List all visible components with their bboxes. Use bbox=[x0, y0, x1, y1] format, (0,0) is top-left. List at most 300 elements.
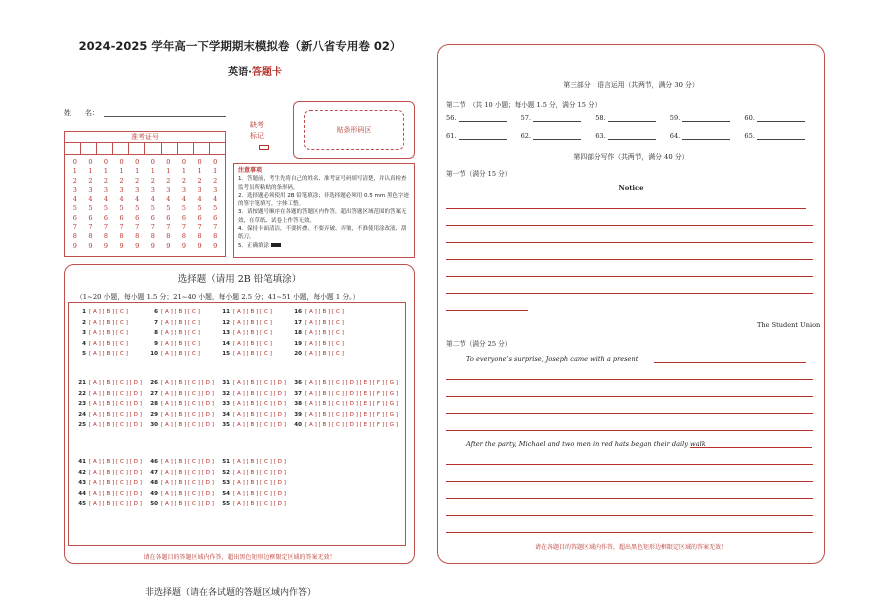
digit-bubble[interactable]: 8 bbox=[135, 232, 140, 241]
paper-title: 2024-2025 学年高一下学期期末模拟卷（新八省专用卷 02） bbox=[78, 39, 402, 53]
blank-field[interactable] bbox=[459, 133, 507, 140]
question-number: 13 bbox=[222, 330, 230, 336]
digit-bubble[interactable]: 7 bbox=[72, 223, 77, 232]
digit-bubble[interactable]: 4 bbox=[150, 195, 155, 204]
answer-options[interactable]: [ A ] [ B ] [ C ] [ D ] [ E ] [ F ] [ G ] bbox=[305, 411, 399, 418]
answer-options[interactable]: [ A ] [ B ] [ C ] [ D ] bbox=[233, 459, 286, 465]
question-55[interactable] bbox=[221, 501, 286, 507]
question-number: 12 bbox=[222, 319, 230, 326]
answer-options[interactable]: [ A ] [ B ] [ C ] [ D ] [ E ] [ F ] [ G ] bbox=[305, 390, 399, 397]
digit-bubble[interactable]: 6 bbox=[72, 213, 77, 222]
digit-bubble[interactable]: 3 bbox=[88, 185, 93, 194]
digit-bubble[interactable]: 0 bbox=[119, 158, 124, 166]
question-22[interactable] bbox=[77, 391, 142, 397]
digit-bubble[interactable]: 6 bbox=[181, 213, 187, 222]
question-number: 24 bbox=[78, 411, 86, 418]
digit-bubble[interactable]: 3 bbox=[150, 185, 155, 194]
answer-options[interactable]: [ A ] [ B ] [ C ] bbox=[305, 319, 344, 326]
digit-bubble[interactable]: 0 bbox=[150, 158, 155, 166]
answer-options[interactable]: [ A ] [ B ] [ C ] [ D ] bbox=[161, 469, 214, 476]
question-28[interactable] bbox=[149, 401, 214, 407]
answer-options[interactable]: [ A ] [ B ] [ C ] bbox=[305, 351, 344, 357]
question-number: 2 bbox=[82, 319, 86, 326]
digit-bubble[interactable]: 7 bbox=[135, 223, 140, 232]
digit-bubble[interactable]: 0 bbox=[135, 158, 140, 166]
digit-bubble[interactable]: 4 bbox=[72, 195, 77, 204]
digit-bubble[interactable]: 8 bbox=[72, 232, 77, 241]
digit-column[interactable] bbox=[129, 158, 145, 251]
digit-bubble[interactable]: 9 bbox=[213, 241, 218, 250]
question-number: 50 bbox=[150, 501, 158, 507]
answer-options[interactable]: [ A ] [ B ] [ C ] [ D ] bbox=[233, 422, 286, 428]
question-27[interactable] bbox=[149, 391, 214, 397]
answer-options[interactable]: [ A ] [ B ] [ C ] bbox=[305, 309, 344, 315]
answer-options[interactable]: [ A ] [ B ] [ C ] [ D ] bbox=[233, 411, 286, 418]
digit-bubble[interactable]: 3 bbox=[72, 185, 77, 194]
digit-bubble[interactable]: 0 bbox=[72, 158, 77, 166]
digit-bubble[interactable]: 1 bbox=[197, 167, 202, 176]
digit-bubble[interactable]: 4 bbox=[119, 195, 124, 204]
question-48[interactable] bbox=[149, 480, 214, 486]
answer-options[interactable]: [ A ] [ B ] [ C ] [ D ] bbox=[161, 411, 214, 418]
answer-bubble-grid bbox=[68, 302, 406, 546]
question-1[interactable] bbox=[77, 309, 128, 315]
blank-field[interactable] bbox=[757, 115, 805, 122]
digit-bubble[interactable]: 3 bbox=[119, 185, 124, 194]
digit-bubble[interactable]: 9 bbox=[150, 241, 155, 250]
digit-bubble[interactable]: 1 bbox=[181, 167, 187, 176]
digit-bubble[interactable]: 1 bbox=[135, 167, 140, 176]
digit-bubble[interactable]: 2 bbox=[166, 176, 171, 185]
answer-options[interactable]: [ A ] [ B ] [ C ] bbox=[161, 340, 200, 347]
digit-bubble[interactable]: 9 bbox=[166, 241, 171, 250]
answer-options[interactable]: [ A ] [ B ] [ C ] [ D ] bbox=[161, 501, 214, 507]
writing-line[interactable] bbox=[446, 276, 813, 277]
digit-bubble[interactable]: 6 bbox=[135, 213, 140, 222]
exam-number-bubbles[interactable] bbox=[65, 155, 225, 251]
blank-label: 63. bbox=[595, 132, 608, 140]
writing-line[interactable] bbox=[446, 464, 813, 465]
digit-bubble[interactable]: 9 bbox=[197, 241, 202, 250]
answer-options[interactable]: [ A ] [ B ] [ C ] bbox=[233, 340, 272, 347]
question-14[interactable] bbox=[221, 341, 272, 347]
digit-bubble[interactable]: 3 bbox=[197, 185, 202, 194]
question-8[interactable] bbox=[149, 330, 200, 336]
digit-bubble[interactable]: 5 bbox=[213, 204, 218, 213]
answer-options[interactable]: [ A ] [ B ] [ C ] [ D ] bbox=[233, 490, 286, 497]
digit-bubble[interactable]: 8 bbox=[119, 232, 124, 241]
question-number: 29 bbox=[150, 411, 158, 418]
digit-bubble[interactable]: 6 bbox=[150, 213, 155, 222]
answer-options[interactable]: [ A ] [ B ] [ C ] bbox=[89, 319, 128, 326]
answer-options[interactable]: [ A ] [ B ] [ C ] [ D ] bbox=[89, 459, 142, 465]
question-38[interactable] bbox=[293, 401, 398, 407]
digit-bubble[interactable]: 5 bbox=[197, 204, 202, 213]
answer-options[interactable]: [ A ] [ B ] [ C ] [ D ] bbox=[233, 390, 286, 397]
answer-options[interactable]: [ A ] [ B ] [ C ] bbox=[161, 309, 200, 315]
digit-bubble[interactable]: 2 bbox=[197, 176, 202, 185]
question-number: 30 bbox=[150, 422, 158, 428]
question-36[interactable] bbox=[293, 380, 398, 386]
question-9[interactable] bbox=[149, 341, 200, 347]
absent-label-line1: 缺考 bbox=[250, 121, 264, 129]
answer-options[interactable]: [ A ] [ B ] [ C ] bbox=[233, 330, 272, 336]
digit-bubble[interactable]: 8 bbox=[181, 232, 187, 241]
question-number: 34 bbox=[222, 411, 230, 418]
digit-bubble[interactable]: 9 bbox=[72, 241, 77, 250]
answer-options[interactable]: [ A ] [ B ] [ C ] bbox=[89, 309, 128, 315]
digit-bubble[interactable]: 5 bbox=[166, 204, 171, 213]
answer-options[interactable]: [ A ] [ B ] [ C ] [ D ] bbox=[233, 480, 286, 486]
question-35[interactable] bbox=[221, 422, 286, 428]
question-number: 26 bbox=[150, 380, 158, 386]
answer-options[interactable]: [ A ] [ B ] [ C ] bbox=[233, 319, 272, 326]
answer-options[interactable]: [ A ] [ B ] [ C ] [ D ] bbox=[233, 401, 286, 407]
writing-line[interactable] bbox=[446, 242, 813, 243]
digit-bubble[interactable]: 7 bbox=[181, 223, 187, 232]
digit-bubble[interactable]: 0 bbox=[103, 158, 109, 166]
digit-bubble[interactable]: 1 bbox=[103, 167, 109, 176]
question-number: 51 bbox=[222, 459, 230, 465]
instruction-5 bbox=[238, 242, 410, 250]
writing-line[interactable] bbox=[446, 259, 813, 260]
answer-options[interactable]: [ A ] [ B ] [ C ] [ D ] [ E ] [ F ] [ G ] bbox=[305, 380, 399, 386]
question-12[interactable] bbox=[221, 320, 272, 326]
continuation-prompt-1: To everyone’s surprise, Joseph came with a present bbox=[466, 355, 639, 363]
answer-options[interactable]: [ A ] [ B ] [ C ] [ D ] bbox=[161, 401, 214, 407]
digit-bubble[interactable]: 1 bbox=[150, 167, 155, 176]
answer-options[interactable]: [ A ] [ B ] [ C ] [ D ] bbox=[233, 469, 286, 476]
choice-section-title: 选择题（请用 2B 铅笔填涂） bbox=[177, 274, 302, 285]
question-43[interactable] bbox=[77, 480, 142, 486]
answer-options[interactable]: [ A ] [ B ] [ C ] bbox=[89, 351, 128, 357]
answer-options[interactable]: [ A ] [ B ] [ C ] [ D ] bbox=[89, 501, 142, 507]
digit-bubble[interactable]: 5 bbox=[88, 204, 93, 213]
question-number: 25 bbox=[78, 422, 86, 428]
digit-bubble[interactable]: 3 bbox=[103, 185, 109, 194]
question-number: 23 bbox=[78, 401, 86, 407]
question-50[interactable] bbox=[149, 501, 214, 507]
digit-bubble[interactable]: 9 bbox=[135, 241, 140, 250]
digit-bubble[interactable]: 6 bbox=[166, 213, 171, 222]
digit-bubble[interactable]: 8 bbox=[166, 232, 171, 241]
answer-options[interactable]: [ A ] [ B ] [ C ] [ D ] bbox=[89, 469, 142, 476]
writing-line[interactable] bbox=[690, 447, 812, 448]
instruction-3: 3．请按题号顺序在各题的答题区内作答，超出答题区域范围的答案无效，在草纸、试卷上作答无效。 bbox=[238, 209, 407, 224]
digit-bubble[interactable]: 8 bbox=[150, 232, 155, 241]
question-number: 16 bbox=[294, 309, 302, 315]
question-42[interactable] bbox=[77, 470, 142, 476]
question-24[interactable] bbox=[77, 412, 142, 418]
name-label: 姓 名： bbox=[64, 109, 99, 117]
blank-label: 62. bbox=[520, 132, 534, 140]
question-41[interactable] bbox=[77, 459, 142, 465]
question-19[interactable] bbox=[293, 341, 344, 347]
digit-bubble[interactable]: 9 bbox=[88, 241, 93, 250]
answer-options[interactable]: [ A ] [ B ] [ C ] [ D ] bbox=[89, 490, 142, 497]
digit-bubble[interactable]: 5 bbox=[181, 204, 187, 213]
digit-bubble[interactable]: 3 bbox=[135, 185, 140, 194]
digit-bubble[interactable]: 7 bbox=[150, 223, 155, 232]
digit-bubble[interactable]: 2 bbox=[135, 176, 140, 185]
answer-options[interactable]: [ A ] [ B ] [ C ] [ D ] bbox=[89, 380, 142, 386]
question-40[interactable] bbox=[293, 422, 398, 428]
answer-card-subtitle bbox=[200, 63, 310, 78]
question-32[interactable] bbox=[221, 391, 286, 397]
writing-section1-title: 第一节（满分 15 分） bbox=[446, 170, 512, 178]
digit-bubble[interactable]: 8 bbox=[213, 232, 218, 241]
writing-line[interactable] bbox=[446, 413, 813, 414]
digit-bubble[interactable]: 7 bbox=[197, 223, 202, 232]
digit-bubble[interactable]: 6 bbox=[103, 213, 109, 222]
question-number: 11 bbox=[222, 309, 230, 315]
digit-bubble[interactable]: 2 bbox=[150, 176, 155, 185]
question-number: 48 bbox=[150, 480, 158, 486]
blank-field[interactable] bbox=[533, 115, 581, 122]
digit-bubble[interactable]: 7 bbox=[119, 223, 124, 232]
answer-options[interactable]: [ A ] [ B ] [ C ] [ D ] bbox=[161, 490, 214, 497]
writing-section2-title: 第二节（满分 25 分） bbox=[446, 340, 512, 348]
writing-line[interactable] bbox=[446, 310, 528, 311]
question-30[interactable] bbox=[149, 422, 214, 428]
question-44[interactable] bbox=[77, 491, 142, 497]
digit-bubble[interactable]: 4 bbox=[135, 195, 140, 204]
digit-column[interactable] bbox=[67, 158, 83, 251]
barcode-area bbox=[293, 101, 415, 159]
digit-bubble[interactable]: 2 bbox=[72, 176, 77, 185]
answer-options[interactable]: [ A ] [ B ] [ C ] [ D ] bbox=[233, 501, 286, 507]
exam-number-entry-cells[interactable] bbox=[65, 143, 225, 155]
question-6[interactable] bbox=[149, 309, 200, 315]
answer-options[interactable]: [ A ] [ B ] [ C ] [ D ] bbox=[161, 480, 214, 486]
question-21[interactable] bbox=[77, 380, 142, 386]
digit-bubble[interactable]: 5 bbox=[119, 204, 124, 213]
digit-bubble[interactable]: 8 bbox=[197, 232, 202, 241]
question-13[interactable] bbox=[221, 330, 272, 336]
digit-column[interactable] bbox=[192, 158, 208, 251]
answer-options[interactable]: [ A ] [ B ] [ C ] [ D ] bbox=[89, 480, 142, 486]
subject-label: 英语· bbox=[228, 67, 252, 78]
question-5[interactable] bbox=[77, 351, 128, 357]
absent-checkbox[interactable] bbox=[259, 145, 269, 150]
writing-line[interactable] bbox=[446, 396, 813, 397]
blank-field[interactable] bbox=[682, 115, 730, 122]
answer-options[interactable]: [ A ] [ B ] [ C ] [ D ] bbox=[161, 380, 214, 386]
blank-label: 58. bbox=[595, 114, 608, 122]
digit-bubble[interactable]: 9 bbox=[103, 241, 109, 250]
digit-bubble[interactable]: 3 bbox=[213, 185, 218, 194]
instruction-4: 4．保持卡面清洁，不要折叠、不要弄破、弄皱，不准使用涂改液、刮纸刀。 bbox=[238, 226, 407, 241]
question-17[interactable] bbox=[293, 320, 344, 326]
question-45[interactable] bbox=[77, 501, 142, 507]
answer-options[interactable]: [ A ] [ B ] [ C ] [ D ] bbox=[89, 422, 142, 428]
writing-line[interactable] bbox=[446, 481, 813, 482]
question-33[interactable] bbox=[221, 401, 286, 407]
blank-label: 56. bbox=[446, 114, 459, 122]
question-46[interactable] bbox=[149, 459, 214, 465]
blank-field[interactable] bbox=[459, 115, 507, 122]
question-39[interactable] bbox=[293, 412, 398, 418]
question-3[interactable] bbox=[77, 330, 128, 336]
question-number: 5 bbox=[82, 351, 86, 357]
digit-bubble[interactable]: 9 bbox=[181, 241, 187, 250]
question-16[interactable] bbox=[293, 309, 344, 315]
writing-line[interactable] bbox=[446, 498, 813, 499]
digit-bubble[interactable]: 0 bbox=[181, 158, 187, 166]
writing-line[interactable] bbox=[446, 515, 813, 516]
question-25[interactable] bbox=[77, 422, 142, 428]
answer-options[interactable]: [ A ] [ B ] [ C ] [ D ] bbox=[161, 422, 214, 428]
writing-line[interactable] bbox=[446, 225, 813, 226]
digit-bubble[interactable]: 5 bbox=[135, 204, 140, 213]
digit-bubble[interactable]: 0 bbox=[213, 158, 218, 166]
question-2[interactable] bbox=[77, 320, 128, 326]
digit-bubble[interactable]: 8 bbox=[88, 232, 93, 241]
writing-line[interactable] bbox=[654, 362, 806, 363]
digit-column[interactable] bbox=[83, 158, 99, 251]
question-number: 31 bbox=[222, 380, 230, 386]
notice-heading: Notice bbox=[618, 184, 644, 192]
answer-options[interactable]: [ A ] [ B ] [ C ] bbox=[233, 351, 272, 357]
digit-column[interactable] bbox=[145, 158, 161, 251]
question-23[interactable] bbox=[77, 401, 142, 407]
question-10[interactable] bbox=[149, 351, 200, 357]
digit-bubble[interactable]: 4 bbox=[166, 195, 171, 204]
answer-options[interactable]: [ A ] [ B ] [ C ] [ D ] [ E ] [ F ] [ G ] bbox=[305, 422, 399, 428]
answer-options[interactable]: [ A ] [ B ] [ C ] [ D ] bbox=[233, 380, 286, 386]
digit-bubble[interactable]: 7 bbox=[213, 223, 218, 232]
answer-options[interactable]: [ A ] [ B ] [ C ] bbox=[89, 330, 128, 336]
blank-label: 59. bbox=[669, 114, 683, 122]
question-11[interactable] bbox=[221, 309, 272, 315]
digit-bubble[interactable]: 0 bbox=[197, 158, 202, 166]
answer-options[interactable]: [ A ] [ B ] [ C ] bbox=[161, 319, 200, 326]
question-34[interactable] bbox=[221, 412, 286, 418]
question-number: 28 bbox=[150, 401, 158, 407]
answer-options[interactable]: [ A ] [ B ] [ C ] bbox=[89, 340, 128, 347]
question-number: 10 bbox=[150, 351, 158, 357]
digit-bubble[interactable]: 5 bbox=[150, 204, 155, 213]
writing-line[interactable] bbox=[446, 379, 813, 380]
question-54[interactable] bbox=[221, 491, 286, 497]
question-number: 35 bbox=[222, 422, 230, 428]
question-number: 21 bbox=[78, 380, 86, 386]
answer-options[interactable]: [ A ] [ B ] [ C ] [ D ] bbox=[89, 401, 142, 407]
digit-bubble[interactable]: 2 bbox=[103, 176, 109, 185]
digit-bubble[interactable]: 1 bbox=[119, 167, 124, 176]
question-number: 27 bbox=[150, 390, 158, 397]
question-29[interactable] bbox=[149, 412, 214, 418]
answer-options[interactable]: [ A ] [ B ] [ C ] [ D ] [ E ] [ F ] [ G ] bbox=[305, 401, 399, 407]
question-18[interactable] bbox=[293, 330, 344, 336]
blanks-row-2 bbox=[446, 132, 819, 140]
blank-field[interactable] bbox=[608, 133, 656, 140]
digit-bubble[interactable]: 0 bbox=[166, 158, 171, 166]
question-51[interactable] bbox=[221, 459, 286, 465]
answer-options[interactable]: [ A ] [ B ] [ C ] [ D ] bbox=[89, 411, 142, 418]
digit-bubble[interactable]: 9 bbox=[119, 241, 124, 250]
digit-bubble[interactable]: 7 bbox=[166, 223, 171, 232]
digit-column[interactable] bbox=[114, 158, 130, 251]
digit-bubble[interactable]: 6 bbox=[213, 213, 218, 222]
digit-column[interactable] bbox=[207, 158, 223, 251]
blank-field[interactable] bbox=[533, 133, 581, 140]
question-4[interactable] bbox=[77, 341, 128, 347]
digit-bubble[interactable]: 4 bbox=[197, 195, 202, 204]
digit-bubble[interactable]: 6 bbox=[197, 213, 202, 222]
digit-bubble[interactable]: 1 bbox=[88, 167, 93, 176]
blank-field[interactable] bbox=[682, 133, 730, 140]
digit-bubble[interactable]: 1 bbox=[166, 167, 171, 176]
digit-bubble[interactable]: 3 bbox=[166, 185, 171, 194]
digit-bubble[interactable]: 7 bbox=[103, 223, 109, 232]
question-53[interactable] bbox=[221, 480, 286, 486]
answer-options[interactable]: [ A ] [ B ] [ C ] [ D ] bbox=[161, 459, 214, 465]
question-31[interactable] bbox=[221, 380, 286, 386]
answer-options[interactable]: [ A ] [ B ] [ C ] [ D ] bbox=[89, 390, 142, 397]
answer-options[interactable]: [ A ] [ B ] [ C ] bbox=[305, 330, 344, 336]
digit-bubble[interactable]: 4 bbox=[213, 195, 218, 204]
digit-column[interactable] bbox=[176, 158, 192, 251]
question-number: 38 bbox=[294, 401, 302, 407]
question-number: 3 bbox=[82, 330, 86, 336]
digit-column[interactable] bbox=[161, 158, 177, 251]
writing-line[interactable] bbox=[446, 532, 813, 533]
name-field[interactable] bbox=[104, 116, 226, 117]
blank-field[interactable] bbox=[757, 133, 805, 140]
digit-bubble[interactable]: 2 bbox=[213, 176, 218, 185]
question-20[interactable] bbox=[293, 351, 344, 357]
digit-bubble[interactable]: 2 bbox=[88, 176, 93, 185]
question-15[interactable] bbox=[221, 351, 272, 357]
digit-bubble[interactable]: 1 bbox=[72, 167, 77, 176]
digit-bubble[interactable]: 6 bbox=[119, 213, 124, 222]
question-49[interactable] bbox=[149, 491, 214, 497]
answer-options[interactable]: [ A ] [ B ] [ C ] bbox=[233, 309, 272, 315]
digit-bubble[interactable]: 5 bbox=[72, 204, 77, 213]
digit-bubble[interactable]: 4 bbox=[88, 195, 93, 204]
digit-bubble[interactable]: 0 bbox=[88, 158, 93, 166]
digit-bubble[interactable]: 8 bbox=[103, 232, 109, 241]
digit-bubble[interactable]: 4 bbox=[181, 195, 187, 204]
question-number: 54 bbox=[222, 490, 230, 497]
blank-field[interactable] bbox=[608, 115, 656, 122]
instructions-title: 注意事项 bbox=[238, 167, 263, 174]
question-number: 18 bbox=[294, 330, 302, 336]
question-52[interactable] bbox=[221, 470, 286, 476]
answer-options[interactable]: [ A ] [ B ] [ C ] bbox=[305, 340, 344, 347]
answer-options[interactable]: [ A ] [ B ] [ C ] bbox=[161, 351, 200, 357]
digit-bubble[interactable]: 2 bbox=[181, 176, 187, 185]
answer-options[interactable]: [ A ] [ B ] [ C ] bbox=[161, 330, 200, 336]
digit-bubble[interactable]: 7 bbox=[88, 223, 93, 232]
writing-line[interactable] bbox=[446, 208, 806, 209]
writing-line[interactable] bbox=[446, 430, 813, 431]
question-37[interactable] bbox=[293, 391, 398, 397]
digit-bubble[interactable]: 2 bbox=[119, 176, 124, 185]
question-47[interactable] bbox=[149, 470, 214, 476]
writing-line[interactable] bbox=[446, 293, 813, 294]
digit-bubble[interactable]: 3 bbox=[181, 185, 187, 194]
digit-bubble[interactable]: 5 bbox=[103, 204, 109, 213]
digit-bubble[interactable]: 4 bbox=[103, 195, 109, 204]
answer-options[interactable]: [ A ] [ B ] [ C ] [ D ] bbox=[161, 390, 214, 397]
digit-column[interactable] bbox=[98, 158, 114, 251]
digit-bubble[interactable]: 6 bbox=[88, 213, 93, 222]
digit-bubble[interactable]: 1 bbox=[213, 167, 218, 176]
question-7[interactable] bbox=[149, 320, 200, 326]
question-26[interactable] bbox=[149, 380, 214, 386]
